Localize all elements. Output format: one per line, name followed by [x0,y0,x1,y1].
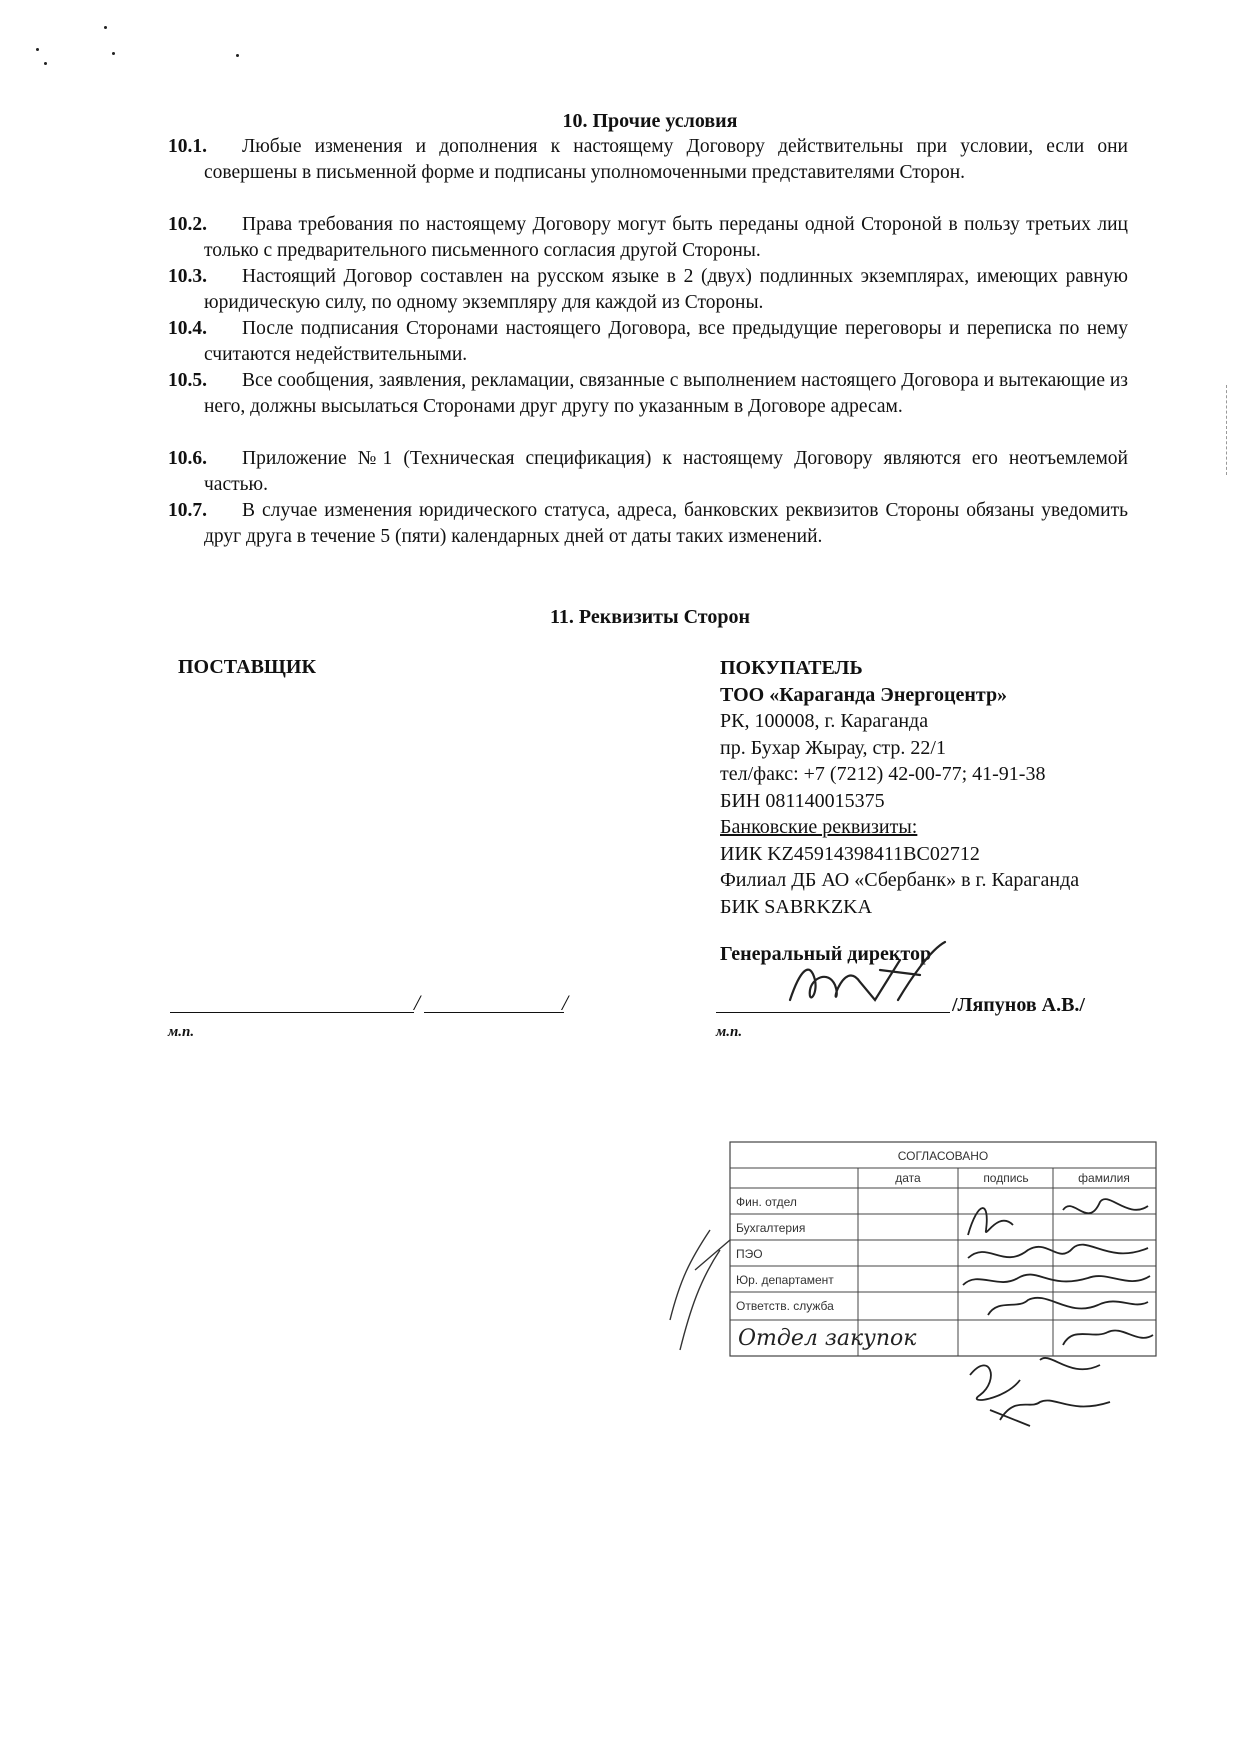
stamp-handwritten-department: Отдел закупок [738,1326,917,1351]
clause-text: Все сообщения, заявления, рекламации, связанные с выполнением настоящего Договора и вытекающие из него, должны высылаться Сторонами друг другу по указанным в Договоре адресам. [204,370,1128,417]
buyer-iik: ИИК KZ45914398411BC02712 [720,842,980,865]
handwritten-scribble-icon [650,1220,740,1360]
buyer-phone: тел/факс: +7 (7212) 42-00-77; 41-91-38 [720,763,1046,785]
buyer-bin: БИН 081140015375 [720,789,885,812]
buyer-address-line1: РК, 100008, г. Караганда [720,710,929,732]
clause-10-2 [168,212,1128,264]
signature-separator: / [562,990,569,1015]
section-11-title: 11. Реквизиты Сторон [550,606,750,628]
stamp-row-label: ПЭО [736,1247,763,1261]
supplier-signature-line [170,1012,414,1013]
approval-stamp [728,1140,1158,1360]
buyer-bik: БИК SABRKZKA [720,895,873,918]
clause-10-6 [168,446,1128,498]
clause-10-5 [168,368,1128,420]
buyer-details [720,655,1079,920]
buyer-heading: ПОКУПАТЕЛЬ [720,657,863,679]
clause-number: 10.6. [168,448,207,469]
buyer-company: ТОО «Караганда Энергоцентр» [720,683,1008,706]
scan-speck [44,62,47,65]
stamp-row-label: Фин. отдел [736,1195,797,1209]
stamp-row-label: Юр. департамент [736,1273,834,1287]
buyer-signer-name: /Ляпунов А.В./ [952,994,1085,1016]
scan-speck [104,26,107,29]
clause-number: 10.3. [168,266,207,287]
clause-10-7 [168,498,1128,550]
supplier-stamp-label: м.п. [168,1024,195,1040]
supplier-name-line [424,1012,564,1013]
stamp-column-date: дата [895,1171,921,1185]
clause-10-4 [168,316,1128,368]
section-10-title: 10. Прочие условия [562,110,738,132]
clause-text: Любые изменения и дополнения к настоящему Договору действительны при условии, если они совершены в письменной форме и подписаны уполномоченными представителями Сторон. [204,136,1128,183]
clause-number: 10.7. [168,500,207,521]
buyer-address-line2: пр. Бухар Жырау, стр. 22/1 [720,736,946,759]
clause-10-1 [168,134,1128,186]
supplier-heading: ПОСТАВЩИК [178,656,316,678]
clause-10-3 [168,264,1128,316]
buyer-stamp-label: м.п. [716,1024,743,1040]
clause-number: 10.5. [168,370,207,391]
clause-number: 10.4. [168,318,207,339]
scan-edge-mark [1226,385,1227,475]
clause-number: 10.2. [168,214,207,235]
clause-text: В случае изменения юридического статуса, адреса, банковских реквизитов Стороны обязаны уведомить друг друга в течение 5 (пяти) календарных дней от даты таких изменений. [204,500,1128,547]
stamp-title: СОГЛАСОВАНО [897,1149,989,1163]
clause-text: Приложение №1 (Техническая спецификация) к настоящему Договору являются его неотъемлемой частью. [204,448,1128,495]
clause-text: После подписания Сторонами настоящего Договора, все предыдущие переговоры и переписка по нему считаются недействительными. [204,318,1128,365]
clause-number: 10.1. [168,136,207,157]
director-signature-icon [780,940,970,1020]
buyer-signer-title: Генеральный директор [720,943,932,965]
clause-text: Права требования по настоящему Договору могут быть переданы одной Стороной в пользу третьих лиц только с предварительного письменного согласия другой Стороны. [204,214,1128,261]
scan-speck [36,48,39,51]
buyer-bank-branch: Филиал ДБ АО «Сбербанк» в г. Караганда [720,869,1080,891]
stamp-column-surname: фамилия [1078,1171,1130,1185]
clause-text: Настоящий Договор составлен на русском языке в 2 (двух) подлинных экземплярах, имеющих равную юридическую силу, по одному экземпляру для каждой из Стороны. [204,266,1128,313]
handwritten-initials-icon [960,1340,1120,1430]
scan-speck [236,54,239,57]
buyer-bank-heading: Банковские реквизиты: [720,816,918,838]
signature-separator: / [414,990,421,1015]
stamp-row-label: Бухгалтерия [736,1221,806,1235]
stamp-column-signature: подпись [983,1171,1029,1185]
scan-speck [112,52,115,55]
stamp-row-label: Ответств. служба [736,1299,834,1313]
